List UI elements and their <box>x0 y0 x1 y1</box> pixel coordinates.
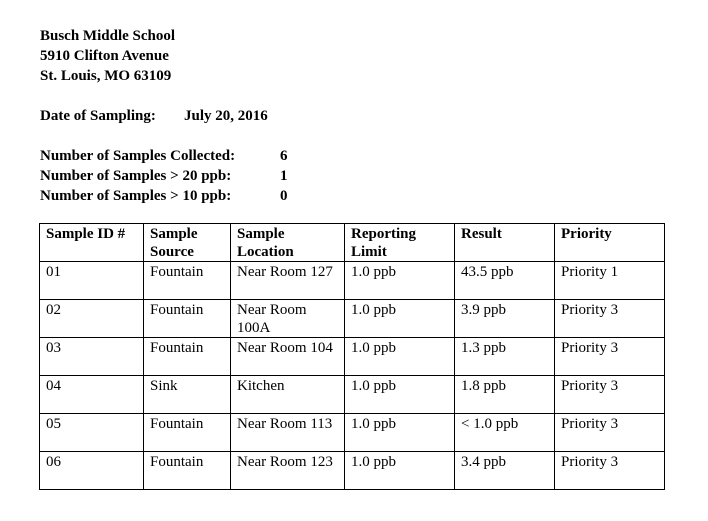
count-label: Number of Samples > 20 ppb: <box>40 168 232 184</box>
sampling-date-value: July 20, 2016 <box>184 108 268 124</box>
priority-cell: Priority 3 <box>555 452 665 490</box>
count-value: 0 <box>280 188 288 204</box>
city-state-zip: St. Louis, MO 63109 <box>40 68 172 84</box>
count-label: Number of Samples Collected: <box>40 148 236 164</box>
result-cell: 43.5 ppb <box>455 262 555 300</box>
count-label: Number of Samples > 10 ppb: <box>40 188 232 204</box>
count-value: 6 <box>280 148 288 164</box>
table-row <box>40 376 665 414</box>
column-header: Result <box>455 224 555 262</box>
sample-id-cell: 01 <box>40 262 144 300</box>
table-row <box>40 452 665 490</box>
table-row <box>40 338 665 376</box>
sample-source-cell: Fountain <box>144 262 231 300</box>
sample-source-cell: Fountain <box>144 414 231 452</box>
sample-id-cell: 06 <box>40 452 144 490</box>
count-row <box>40 146 300 166</box>
count-row <box>40 186 300 206</box>
reporting-limit-cell: 1.0 ppb <box>345 338 455 376</box>
sample-location-cell: Near Room 113 <box>231 414 345 452</box>
reporting-limit-cell: 1.0 ppb <box>345 300 455 338</box>
table-row <box>40 414 665 452</box>
address-block <box>40 26 175 86</box>
results-table <box>39 223 665 490</box>
column-header: Sample Location <box>231 224 345 262</box>
sample-source-cell: Fountain <box>144 338 231 376</box>
sample-counts <box>40 146 300 206</box>
sample-location-cell: Near Room 127 <box>231 262 345 300</box>
priority-cell: Priority 3 <box>555 376 665 414</box>
count-row <box>40 166 300 186</box>
sample-location-cell: Near Room 123 <box>231 452 345 490</box>
result-cell: 1.8 ppb <box>455 376 555 414</box>
sample-location-cell: Kitchen <box>231 376 345 414</box>
column-header: Priority <box>555 224 665 262</box>
reporting-limit-cell: 1.0 ppb <box>345 452 455 490</box>
reporting-limit-cell: 1.0 ppb <box>345 414 455 452</box>
result-cell: 3.4 ppb <box>455 452 555 490</box>
sample-id-cell: 04 <box>40 376 144 414</box>
sample-id-cell: 03 <box>40 338 144 376</box>
sample-id-cell: 02 <box>40 300 144 338</box>
table-row <box>40 300 665 338</box>
result-cell: 3.9 ppb <box>455 300 555 338</box>
result-cell: 1.3 ppb <box>455 338 555 376</box>
sample-source-cell: Fountain <box>144 452 231 490</box>
column-header: Sample ID # <box>40 224 144 262</box>
sample-location-cell: Near Room 100A <box>231 300 345 338</box>
reporting-limit-cell: 1.0 ppb <box>345 262 455 300</box>
priority-cell: Priority 1 <box>555 262 665 300</box>
priority-cell: Priority 3 <box>555 338 665 376</box>
table-row <box>40 262 665 300</box>
sample-location-cell: Near Room 104 <box>231 338 345 376</box>
street-address: 5910 Clifton Avenue <box>40 48 169 64</box>
result-cell: < 1.0 ppb <box>455 414 555 452</box>
priority-cell: Priority 3 <box>555 300 665 338</box>
priority-cell: Priority 3 <box>555 414 665 452</box>
sampling-date <box>40 106 268 126</box>
school-name: Busch Middle School <box>40 28 176 44</box>
sample-id-cell: 05 <box>40 414 144 452</box>
table-header-row <box>40 224 665 262</box>
sample-source-cell: Sink <box>144 376 231 414</box>
reporting-limit-cell: 1.0 ppb <box>345 376 455 414</box>
sampling-date-label: Date of Sampling: <box>40 108 156 124</box>
sample-source-cell: Fountain <box>144 300 231 338</box>
count-value: 1 <box>280 168 288 184</box>
column-header: Sample Source <box>144 224 231 262</box>
column-header: Reporting Limit <box>345 224 455 262</box>
